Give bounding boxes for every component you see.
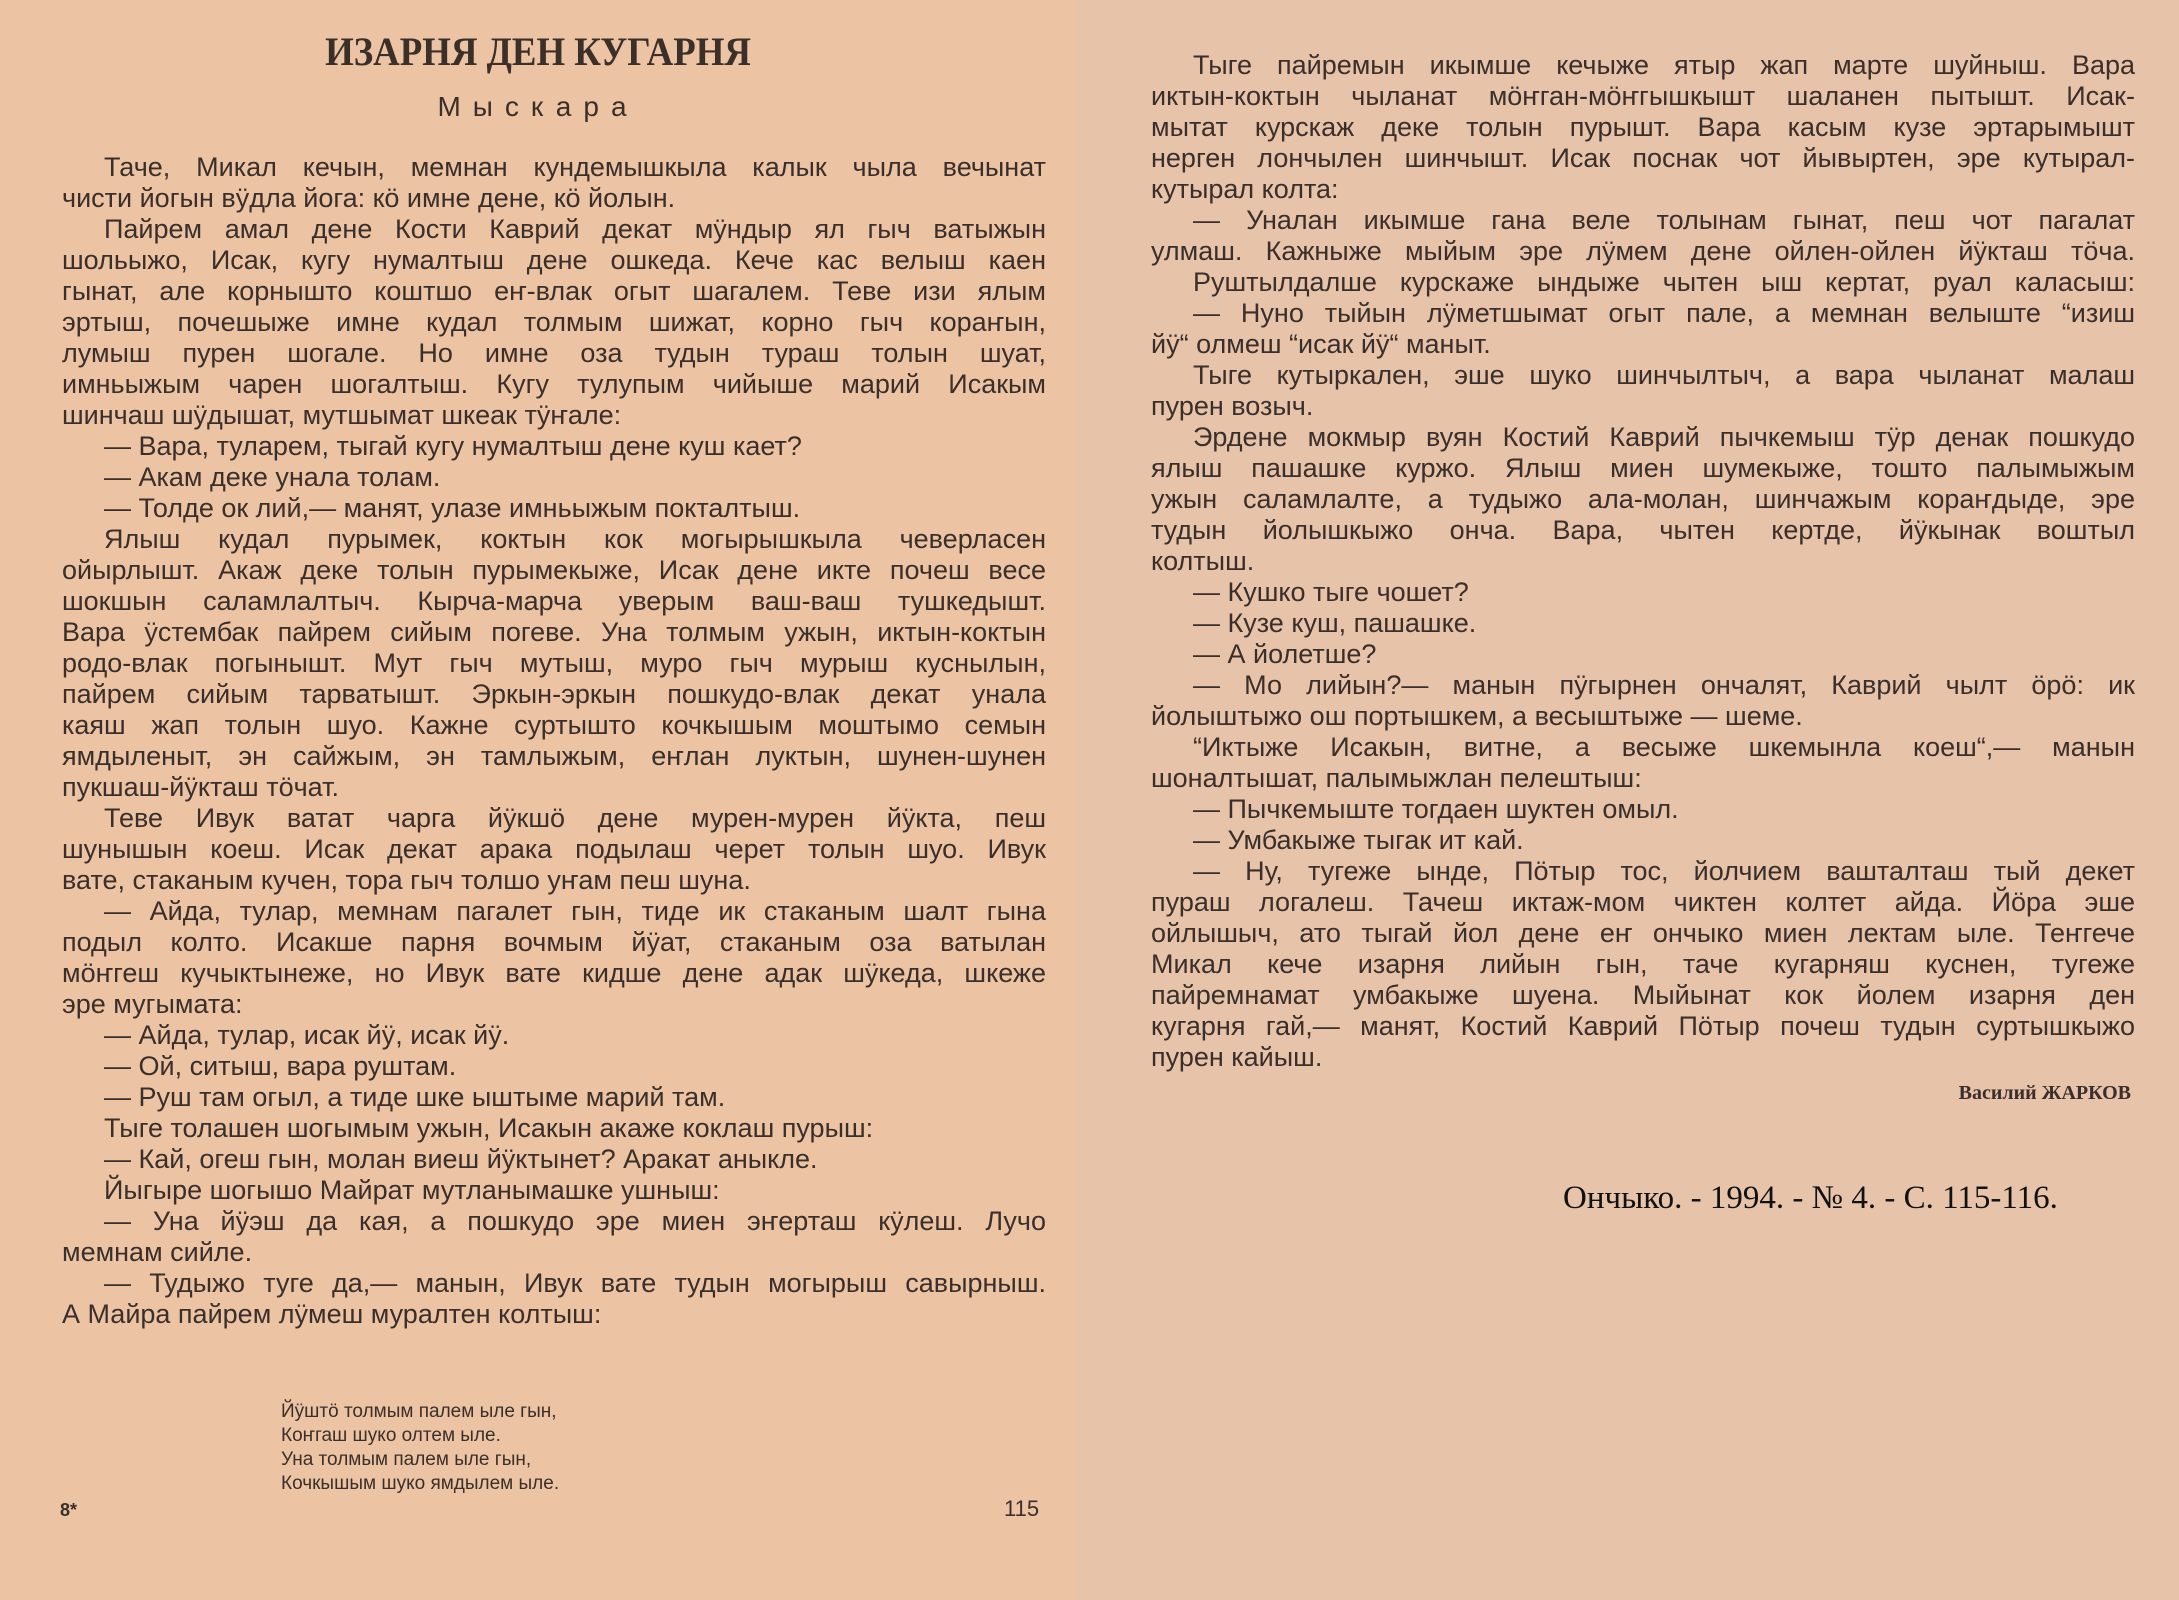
- text-line: ойлышыч, ато тыгай йол дене еҥ ончыко миен лектам ыле. Теҥгече: [1151, 918, 2135, 948]
- text-line: — Пычкемыште тогдаен шуктен омыл.: [1193, 794, 1679, 824]
- text-line: каяш жап толын шуо. Кажне суртышто кочкышым моштымо семын: [62, 710, 1046, 740]
- text-line: вате, стаканым кучен, тора гыч толшо уҥам пеш шуна.: [62, 865, 751, 895]
- text-line: подыл колто. Исакше парня вочмым йӱат, стаканым оза ватылан: [62, 927, 1046, 957]
- text-line: — Ну, тугеже ынде, Пӧтыр тос, йолчием вашталташ тый декет: [1193, 856, 2135, 886]
- text-line: — Уна йӱэш да кая, а пошкудо эре миен эҥерташ кӱлеш. Лучо: [104, 1206, 1046, 1236]
- text-line: Тыге кутыркален, эше шуко шинчылтыч, а вара чыланат малаш: [1193, 360, 2135, 390]
- source-citation: Ончыко. - 1994. - № 4. - С. 115-116.: [1563, 1180, 2058, 1216]
- text-line: пураш логалеш. Тачеш иктаж-мом чиктен колтет айда. Йӧра эше: [1151, 887, 2135, 917]
- text-line: — Кушко тыге чошет?: [1193, 577, 1469, 607]
- text-line: “Иктыже Исакын, витне, а весыже шкемынла коеш“,— манын: [1193, 732, 2135, 762]
- text-line: А Майра пайрем лӱмеш муралтен колтыш:: [62, 1299, 602, 1329]
- text-line: Руштылдалше курскаже ындыже чытен ыш кертат, руал каласыш:: [1193, 267, 2135, 297]
- text-line: эртыш, почешыже имне кудал толмым шижат, корно гыч кораҥын,: [62, 307, 1046, 337]
- text-line: колтыш.: [1151, 546, 1255, 576]
- text-line: — Нуно тыйын лӱметшымат огыт пале, а мемнан велыште “изиш: [1193, 298, 2135, 328]
- text-line: кутырал колта:: [1151, 174, 1339, 204]
- text-line: чисти йогын вӱдла йога: кӧ имне дене, кӧ йолын.: [62, 183, 676, 213]
- text-line: Эрдене мокмыр вуян Костий Каврий пычкемыш тӱр денак пошкудо: [1193, 422, 2135, 452]
- text-line: — Уналан икымше гана веле толынам гынат, пеш чот пагалат: [1193, 205, 2135, 235]
- text-line: шинчаш шӱдышат, мутшымат шкеак тӱҥале:: [62, 400, 622, 430]
- poem-line: Уна толмым палем ыле гын,: [281, 1449, 532, 1470]
- text-line: шольыжо, Исак, кугу нумалтыш дене ошкеда. Кече кас велыш каен: [62, 245, 1046, 275]
- text-line: — Толде ок лий,— манят, улазе имньыжым покталтыш.: [104, 493, 801, 523]
- article-subtitle: Мыскара: [437, 91, 639, 122]
- text-line: кугарня гай,— манят, Костий Каврий Пӧтыр почеш тудын суртышкыжо: [1151, 1011, 2135, 1041]
- left-column-text: [62, 152, 1046, 1330]
- signature-mark: 8*: [60, 1500, 78, 1520]
- text-line: Пайрем амал дене Кости Каврий декат мӱндыр ял гыч ватыжын: [104, 214, 1046, 244]
- text-line: — А йолетше?: [1193, 639, 1377, 669]
- text-line: — Руш там огыл, а тиде шке ыштыме марий там.: [104, 1082, 726, 1112]
- text-line: гынат, але корнышто коштшо еҥ-влак огыт шагалем. Теве изи ялым: [62, 276, 1046, 306]
- text-line: йолыштыжо ош портышкем, а весыштыже — шеме.: [1151, 701, 1803, 731]
- text-line: — Акам деке унала толам.: [104, 462, 441, 492]
- text-line: мытат курскаж деке толын пурышт. Вара касым кузе эртарымышт: [1151, 112, 2135, 142]
- text-line: пайрем сийым тарватышт. Эркын-эркын пошкудо-влак декат унала: [62, 679, 1046, 709]
- text-line: лумыш пурен шогале. Но имне оза тудын тураш толын шуат,: [62, 338, 1046, 368]
- poem-line: Коҥгаш шуко олтем ыле.: [281, 1425, 501, 1446]
- text-line: Микал кече изарня лийын гын, таче кугарняш куснен, тугеже: [1151, 949, 2135, 979]
- text-line: ойырлышт. Акаж деке толын пурымекыже, Исак дене икте почеш весе: [62, 555, 1046, 585]
- article-title: ИЗАРНЯ ДЕН КУГАРНЯ: [325, 29, 751, 74]
- page-number: 115: [1004, 1496, 1040, 1521]
- text-line: родо-влак погынышт. Мут гыч мутыш, муро гыч мурыш куснылын,: [62, 648, 1046, 678]
- text-line: — Айда, тулар, исак йӱ, исак йӱ.: [104, 1020, 510, 1050]
- text-line: пайремнамат умбакыже шуена. Мыйынат кок йолем изарня ден: [1151, 980, 2135, 1010]
- text-line: мӧҥгеш кучыктынеже, но Ивук вате кидше дене адак шӱкеда, шкеже: [62, 958, 1046, 988]
- text-line: — Умбакыже тыгак ит кай.: [1193, 825, 1524, 855]
- text-line: — Кузе куш, пашашке.: [1193, 608, 1477, 638]
- text-line: Тыге пайремын икымше кечыже ятыр жап марте шуйныш. Вара: [1193, 50, 2135, 80]
- text-line: Теве Ивук ватат чарга йӱкшӧ дене мурен-мурен йӱкта, пеш: [104, 803, 1046, 833]
- text-line: пурен кайыш.: [1151, 1042, 1323, 1072]
- text-line: ямдыленыт, эн сайжым, эн тамлыжым, еҥлан луктын, шунен-шунен: [62, 741, 1046, 771]
- text-line: Тыге толашен шогымым ужын, Исакын акаже коклаш пурыш:: [104, 1113, 874, 1143]
- text-line: ужын саламлалте, а тудыжо ала-молан, шинчажым кораҥдыде, эре: [1151, 484, 2135, 514]
- text-line: имньыжым чарен шогалтыш. Кугу тулупым чийыше марий Исакым: [62, 369, 1046, 399]
- text-line: пурен возыч.: [1151, 391, 1314, 421]
- text-line: — Ой, ситыш, вара руштам.: [104, 1051, 457, 1081]
- text-line: Вара ӱстембак пайрем сийым погеве. Уна толмым ужын, иктын-коктын: [62, 617, 1046, 647]
- text-line: шунышын коеш. Исак декат арака подылаш черет толын шуо. Ивук: [62, 834, 1046, 864]
- poem-line: Йӱштӧ толмым палем ыле гын,: [281, 1401, 557, 1422]
- author-name: Василий ЖАРКОВ: [1958, 1082, 2131, 1104]
- text-line: Ялыш кудал пурымек, коктын кок могырышкыла чеверласен: [104, 524, 1046, 554]
- text-line: — Вара, туларем, тыгай кугу нумалтыш дене куш кает?: [104, 431, 802, 461]
- text-line: — Кай, огеш гын, молан виеш йӱктынет? Аракат аныкле.: [104, 1144, 818, 1174]
- text-line: нерген лончылен шинчышт. Исак поснак чот йывыртен, эре кутырал-: [1151, 143, 2135, 173]
- poem-line: Кочкышым шуко ямдылем ыле.: [281, 1473, 560, 1494]
- text-line: Йыгыре шогышо Майрат мутланымашке ушныш:: [104, 1175, 720, 1205]
- poem-stanza: [281, 1400, 559, 1496]
- text-line: — Мо лийын?— манын пӱгырнен ончалят, Каврий чылт ӧрӧ: ик: [1193, 670, 2135, 700]
- text-line: йӱ“ олмеш “исак йӱ“ маныт.: [1151, 329, 1491, 359]
- text-line: Таче, Микал кечын, мемнан кундемышкыла калык чыла вечынат: [104, 152, 1046, 182]
- text-line: мемнам сийле.: [62, 1237, 253, 1267]
- text-line: шокшын саламлалтыч. Кырча-марча уверым ваш-ваш тушкедышт.: [62, 586, 1046, 616]
- text-line: — Айда, тулар, мемнам пагалет гын, тиде ик стаканым шалт гына: [104, 896, 1046, 926]
- right-column-text: [1151, 50, 2135, 1073]
- text-line: тудын йолышкыжо онча. Вара, чытен кертде, йӱкынак воштыл: [1151, 515, 2135, 545]
- text-line: эре мугымата:: [62, 989, 243, 1019]
- text-line: улмаш. Кажныже мыйым эре лӱмем дене ойлен-ойлен йӱкташ тӧча.: [1151, 236, 2135, 266]
- text-line: шоналтышат, палымыжлан пелештыш:: [1151, 763, 1642, 793]
- text-line: иктын-коктын чыланат мӧҥган-мӧҥгышкышт шаланен пытышт. Исак-: [1151, 81, 2135, 111]
- text-line: — Тудыжо туге да,— манын, Ивук вате тудын могырыш савырныш.: [104, 1268, 1046, 1298]
- text-line: пукшаш-йӱкташ тӧчат.: [62, 772, 339, 802]
- text-line: ялыш пашашке куржо. Ялыш миен шумекыже, тошто палымыжым: [1151, 453, 2135, 483]
